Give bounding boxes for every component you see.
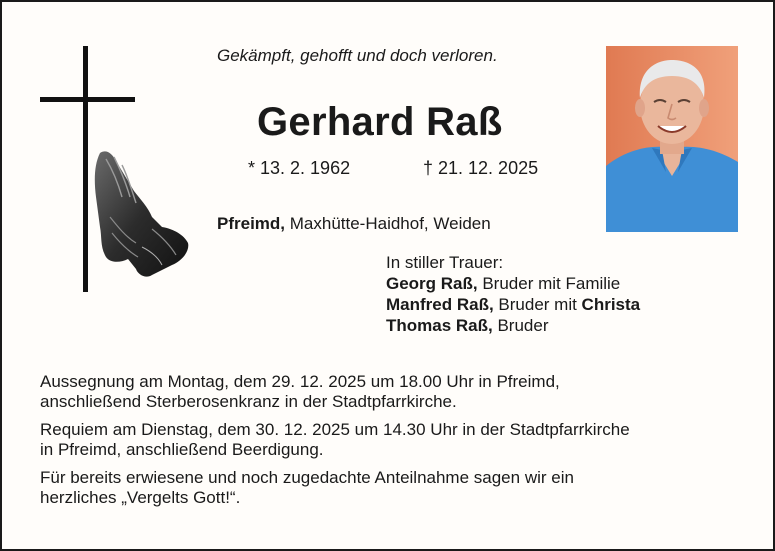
motto-text: Gekämpft, gehofft und doch verloren.	[217, 46, 498, 65]
service-notices	[40, 372, 740, 516]
place-others: Maxhütte-Haidhof, Weiden	[285, 214, 491, 233]
mourner-extra: Christa	[581, 295, 641, 314]
notice-line: Für bereits erwiesene und noch zugedachte Anteilnahme sagen wir ein	[40, 468, 574, 487]
birth-date: * 13. 2. 1962	[248, 158, 351, 178]
mourner-line	[386, 273, 640, 294]
notice-paragraph	[40, 468, 740, 508]
cross-icon-horizontal	[40, 97, 135, 102]
notice-line: anschließend Sterberosenkranz in der Stadtpfarrkirche.	[40, 392, 457, 411]
mourner-relation: Bruder mit	[493, 295, 582, 314]
notice-paragraph	[40, 372, 740, 412]
notice-line: in Pfreimd, anschließend Beerdigung.	[40, 440, 324, 459]
mourners-block	[386, 252, 640, 336]
notice-line: herzliches „Vergelts Gott!“.	[40, 488, 241, 507]
cross-icon-vertical	[83, 46, 88, 292]
notice-line: Aussegnung am Montag, dem 29. 12. 2025 um 18.00 Uhr in Pfreimd,	[40, 372, 560, 391]
mourner-relation: Bruder	[492, 316, 549, 335]
deceased-name: Gerhard Raß	[257, 100, 503, 144]
portrait-photo	[606, 46, 738, 232]
places-line	[217, 214, 491, 234]
praying-hands-icon	[92, 147, 192, 279]
mourner-name: Manfred Raß,	[386, 295, 494, 314]
mourner-line	[386, 315, 640, 336]
mourning-intro: In stiller Trauer:	[386, 253, 504, 272]
mourner-name: Georg Raß,	[386, 274, 478, 293]
place-main: Pfreimd,	[217, 214, 286, 233]
notice-paragraph	[40, 420, 740, 460]
mourner-name: Thomas Raß,	[386, 316, 493, 335]
notice-line: Requiem am Dienstag, dem 30. 12. 2025 um 14.30 Uhr in der Stadtpfarrkirche	[40, 420, 630, 439]
mourner-relation: Bruder mit Familie	[477, 274, 621, 293]
death-date: † 21. 12. 2025	[423, 158, 539, 178]
mourner-line	[386, 294, 640, 315]
